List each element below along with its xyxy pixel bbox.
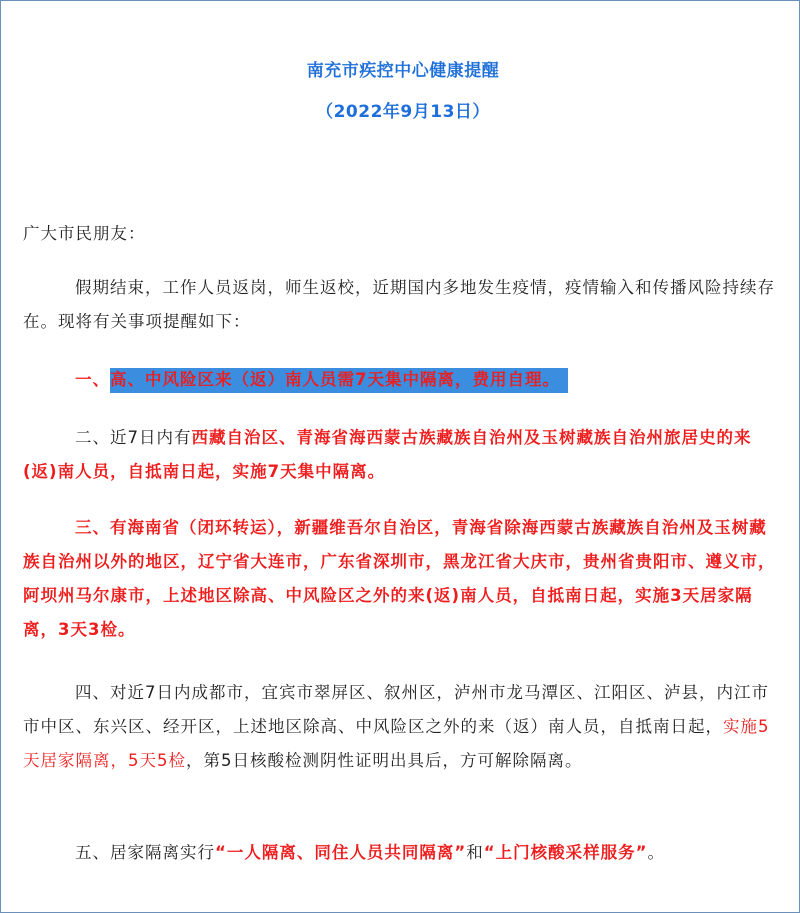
item-three: 三、有海南省（闭环转运），新疆维吾尔自治区，青海省除海西蒙古族藏族自治州及玉树藏族自治州以外的地区，辽宁省大连市，广东省深圳市，黑龙江省大庆市，贵州省贵阳市、遵义市，阿坝州马尔康市，上述地区除高、中风险区之外的来(返)南人员，自抵南日起，实施3天居家隔离，3天3检。: [23, 518, 776, 639]
item-one-highlighted-text[interactable]: 高、中风险区来（返）南人员需7天集中隔离，费用自理。: [110, 368, 568, 393]
item-five-red1: 一人隔离、同住人员共同隔离: [226, 843, 455, 862]
item-four-red2: 5天5检: [128, 751, 186, 770]
item-five-lead: 五、居家隔离实行: [75, 843, 215, 862]
intro-paragraph: 假期结束，工作人员返岗，师生返校，近期国内多地发生疫情，疫情输入和传播风险持续存在。现将有关事项提醒如下：: [23, 278, 775, 331]
page-date: （2022年9月13日）: [316, 102, 490, 122]
item-five-quote-close-2: ”: [635, 843, 648, 862]
item-one-prefix: 一、: [75, 370, 110, 389]
item-five-quote-close-1: ”: [454, 843, 467, 862]
item-two-red: 西藏自治区、青海省海西蒙古族藏族自治州及玉树藏族自治州旅居史的来(返)南人员，自抵南日起，实施7天集中隔离。: [23, 428, 752, 481]
item-five-quote-open-2: “: [483, 843, 496, 862]
item-one: [23, 363, 781, 397]
item-two-lead: 二、近7日内有: [75, 428, 192, 447]
item-five-mid: 和: [466, 843, 484, 862]
item-four: [23, 676, 781, 778]
item-four-tail: ，第5日核酸检测阴性证明出具后，方可解除隔离。: [186, 751, 583, 770]
item-five: [23, 836, 781, 870]
page-title: 南充市疾控中心健康提醒: [306, 61, 500, 81]
item-five-red2: 上门核酸采样服务: [495, 843, 636, 862]
item-four-red1: 实施5天居家隔离，: [23, 717, 770, 770]
greeting: 广大市民朋友：: [23, 224, 146, 243]
item-four-lead: 四、对近7日内成都市，宜宾市翠屏区、叙州区，泸州市龙马潭区、江阳区、泸县，内江市市中区、东兴区、经开区，上述地区除高、中风险区之外的来（返）南人员，自抵南日起，: [23, 683, 769, 736]
item-five-tail: 。: [647, 843, 665, 862]
item-two: [23, 421, 781, 489]
item-five-quote-open-1: “: [215, 843, 227, 862]
